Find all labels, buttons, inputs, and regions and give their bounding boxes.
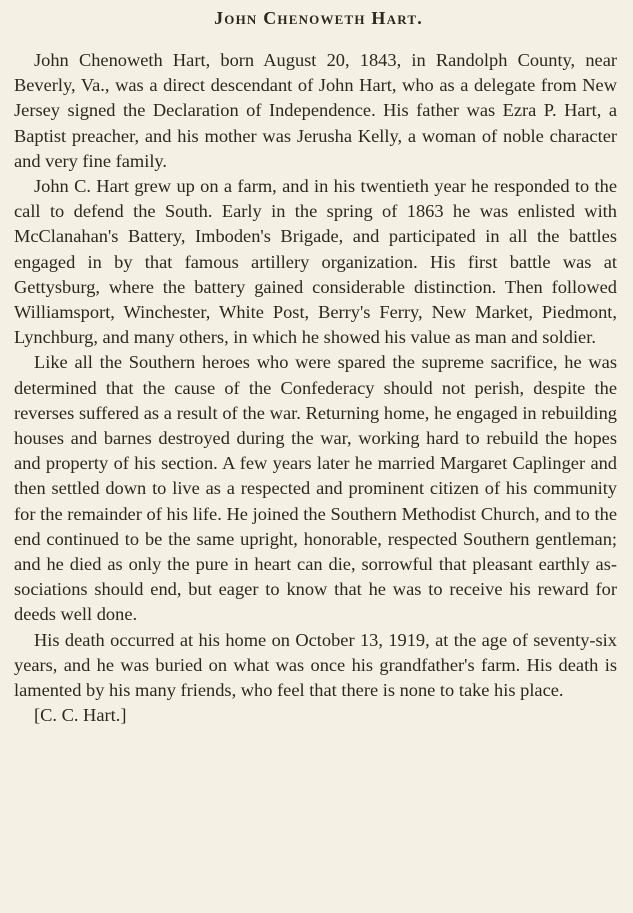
page-title: John Chenoweth Hart. — [214, 8, 423, 28]
paragraph-service: John C. Hart grew up on a farm, and in his twentieth year he responded to the call to defend the South. Early in the spring of 1863 he was enlisted with McClanahan's Battery, Imboden's Brigade, and participated in all the battles engaged in by that famous artillery organization. His first battle was at Gettysburg, where the battery gained considerable distinction. Then followed Williamsport, Winchester, White Post, Berry's Ferry, New Market, Piedmont, Lynchburg, and many others, in which he showed his value as man and soldier. — [14, 176, 617, 348]
paragraph-death: His death occurred at his home on October 13, 1919, at the age of seventy-six years, and he was buried on what was once his grandfather's farm. His death is lamented by his many friends, who feel that there is none to take his place. — [14, 629, 617, 701]
paragraph-later-life: Like all the Southern heroes who were spared the supreme sacrifice, he was determined that the cause of the Confederacy should not perish, despite the reverses suffered as a result of the war. Returning home, he engaged in rebuilding houses and barnes destroyed during the war, working hard to rebuild the hopes and property of his section. A few years later he married Margaret Caplinger and then settled down to live as a respected and prominent citizen of his community for the remainder of his life. He joined the Southern Methodist Church, and to the end continued to be the same upright, honorable, respected Southern gentleman; and he died as only the pure in heart can die, sorrowful that pleasant earthly associations should end, but eager to know that he was to receive his reward for deeds well done. — [14, 352, 617, 625]
signature: [C. C. Hart.] — [34, 705, 127, 726]
document-page — [14, 6, 617, 728]
paragraph-birth: John Chenoweth Hart, born August 20, 1843, in Randolph County, near Beverly, Va., was a direct descendant of John Hart, who as a delegate from New Jersey signed the Declaration of Independence. His father was Ezra P. Hart, a Baptist preacher, and his mother was Jerusha Kelly, a woman of noble character and very fine family. — [14, 50, 617, 171]
